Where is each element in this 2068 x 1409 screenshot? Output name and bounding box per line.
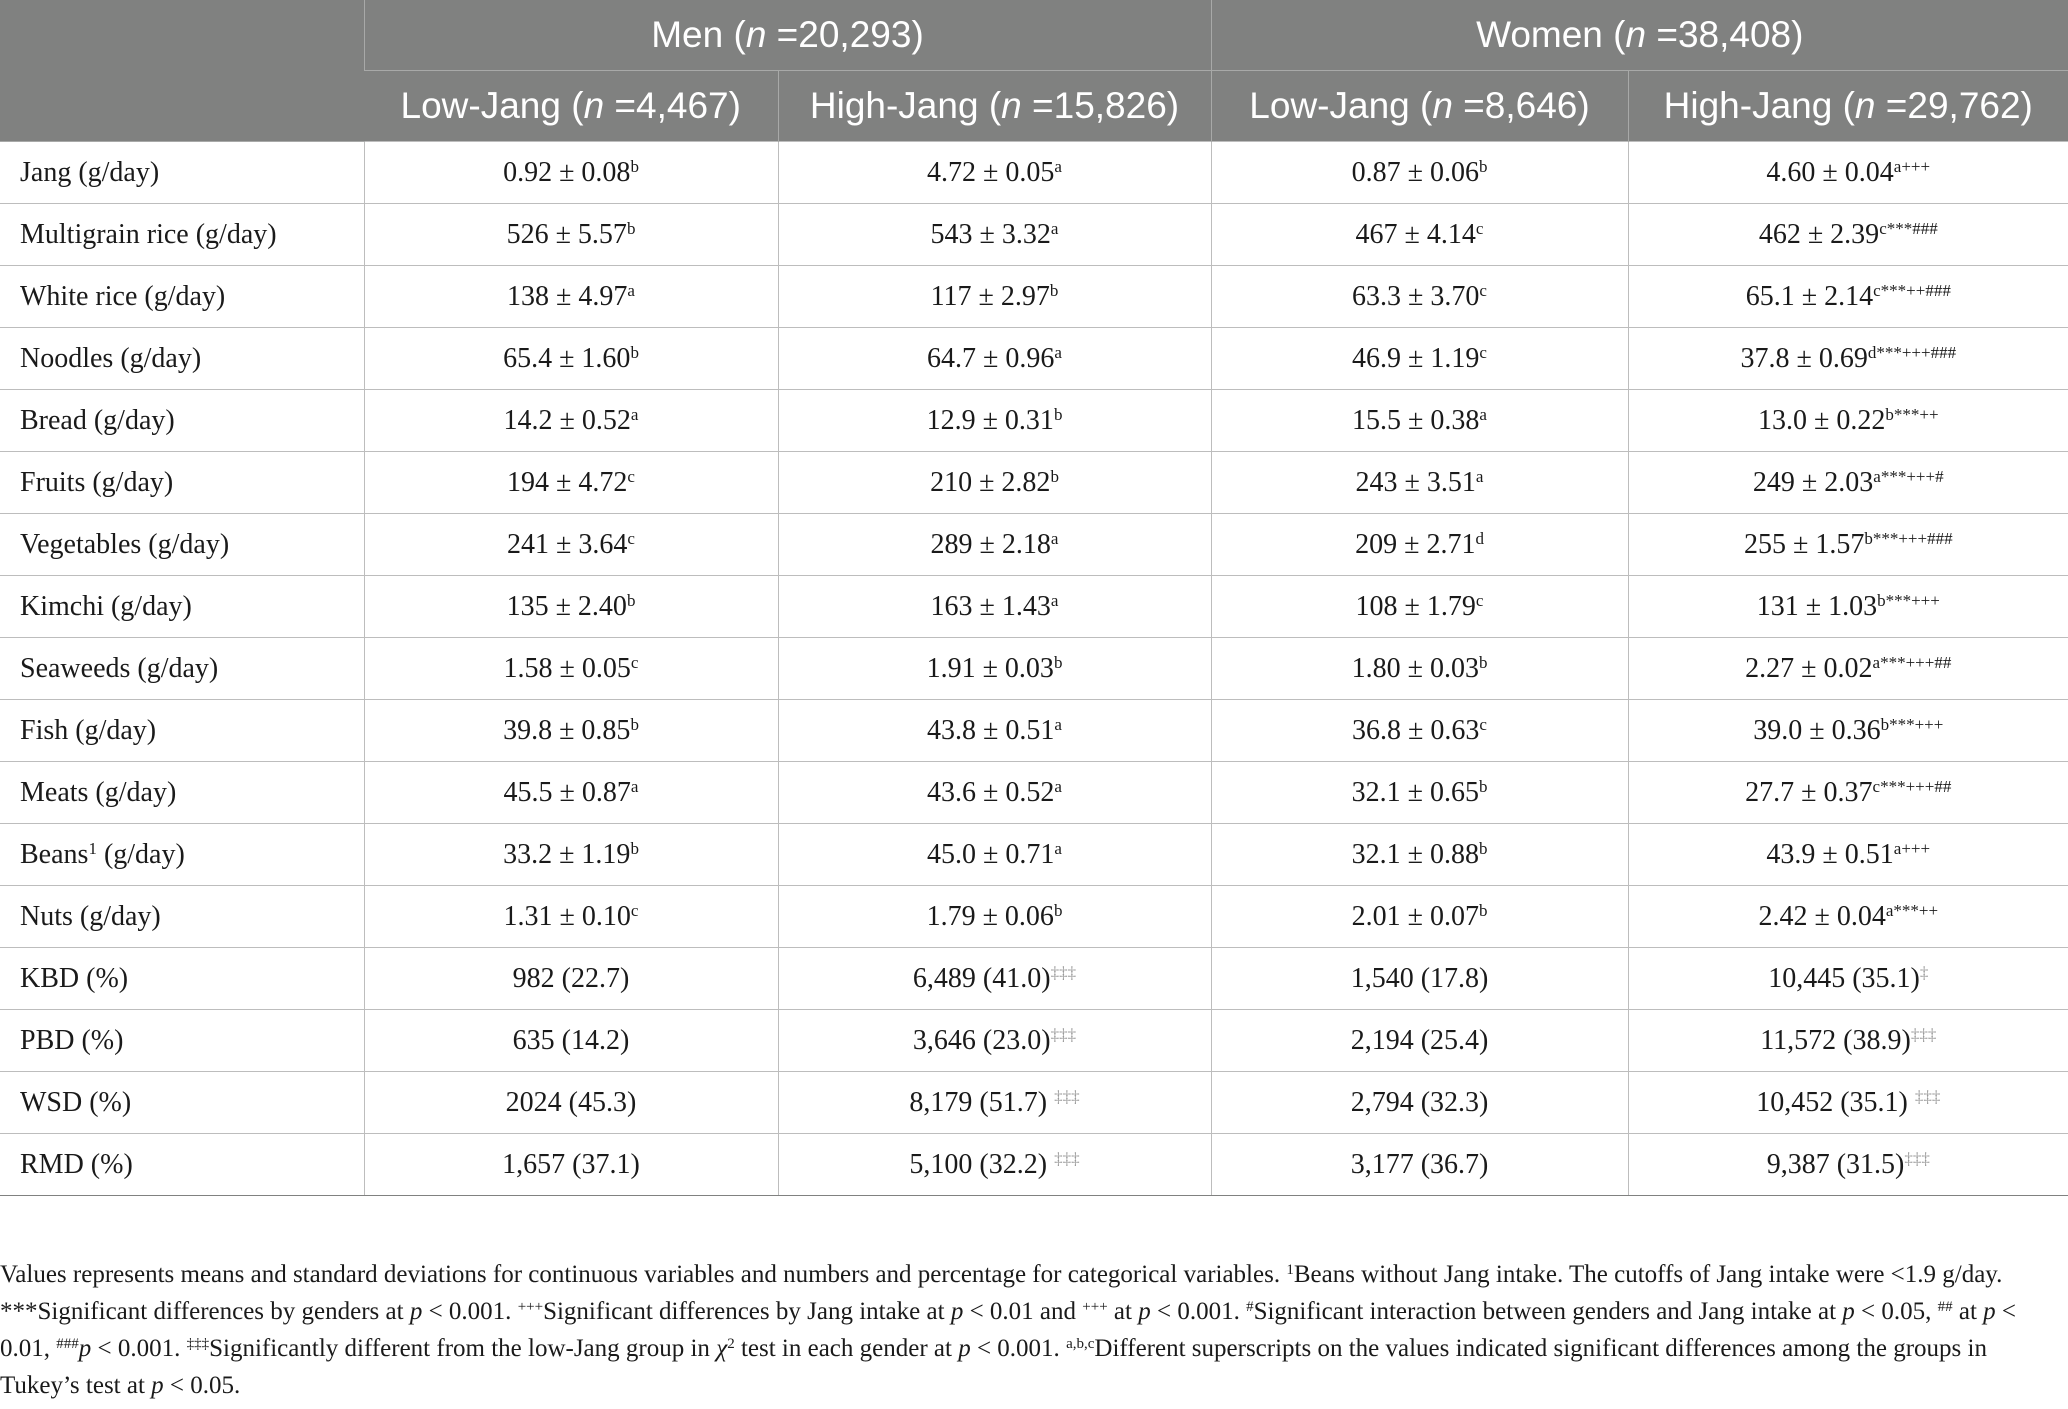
table-row [0, 328, 2068, 390]
table-row [0, 576, 2068, 638]
row-label: Fish (g/day) [0, 700, 364, 762]
value-cell: 635 (14.2) [364, 1010, 778, 1072]
value-cell: 209 ± 2.71$^d$ [1211, 514, 1628, 576]
value-cell: 14.2 ± 0.52$^a$ [364, 390, 778, 452]
value-cell: 163 ± 1.43$^a$ [778, 576, 1211, 638]
row-label: Nuts (g/day) [0, 886, 364, 948]
table-footnote: Values represents means and standard deviations for continuous variables and numbers and percentage for categorical variables. $^1$Beans without Jang intake. The cutoffs of Jang intake were <1.9 g/day. ***Significant differences by genders at p < 0.001. +++Significant differences by Jang intake at p < 0.01 and +++ at p < 0.001. #Significant interaction between genders and Jang intake at p < 0.05, ## at p < 0.01, ###p < 0.001. ‡‡‡Significantly different from the low-Jang group in $\chi^2$ test in each gender at p < 0.001. $^{a,b,c}$Different superscripts on the values indicated significant differences among the groups in Tukey’s test at p < 0.05. [0, 1261, 2017, 1399]
value-cell: $462 \pm 2.39^{c***\#\#\#}$ [1628, 204, 2068, 266]
value-cell: 108 ± 1.79$^c$ [1211, 576, 1628, 638]
row-label: Fruits (g/day) [0, 452, 364, 514]
row-label: Vegetables (g/day) [0, 514, 364, 576]
value-cell: $255 \pm 1.57^{b***+++\#\#\#}$ [1628, 514, 2068, 576]
header-women-low-jang: Low-Jang (n =8,646) [1211, 71, 1628, 142]
value-cell: 138 ± 4.97$^a$ [364, 266, 778, 328]
value-cell: 43.8 ± 0.51$^a$ [778, 700, 1211, 762]
header-women-high-jang: High-Jang (n =29,762) [1628, 71, 2068, 142]
header-women: Women (n =38,408) [1211, 0, 2068, 71]
value-cell: 241 ± 3.64$^c$ [364, 514, 778, 576]
value-cell: 6,489 (41.0)‡‡‡ [778, 948, 1211, 1010]
value-cell: 12.9 ± 0.31$^b$ [778, 390, 1211, 452]
header-men-low-jang: Low-Jang (n =4,467) [364, 71, 778, 142]
value-cell: 1.91 ± 0.03$^b$ [778, 638, 1211, 700]
value-cell: 63.3 ± 3.70$^c$ [1211, 266, 1628, 328]
table-row [0, 886, 2068, 948]
value-cell: 45.5 ± 0.87$^a$ [364, 762, 778, 824]
value-cell: 117 ± 2.97$^b$ [778, 266, 1211, 328]
value-cell: 15.5 ± 0.38$^a$ [1211, 390, 1628, 452]
value-cell: $2.42 \pm 0.04^{a***++}$ [1628, 886, 2068, 948]
corner-cell [0, 0, 364, 142]
value-cell: 210 ± 2.82$^b$ [778, 452, 1211, 514]
row-label: Kimchi (g/day) [0, 576, 364, 638]
value-cell: 4.72 ± 0.05$^a$ [778, 142, 1211, 204]
table-row [0, 824, 2068, 886]
row-label: KBD (%) [0, 948, 364, 1010]
value-cell: 46.9 ± 1.19$^c$ [1211, 328, 1628, 390]
value-cell: 11,572 (38.9)‡‡‡ [1628, 1010, 2068, 1072]
value-cell: 1.58 ± 0.05$^c$ [364, 638, 778, 700]
row-label: PBD (%) [0, 1010, 364, 1072]
table-row [0, 266, 2068, 328]
table-row [0, 948, 2068, 1010]
value-cell: 8,179 (51.7) ‡‡‡ [778, 1072, 1211, 1134]
value-cell: $131 \pm 1.03^{b***+++}$ [1628, 576, 2068, 638]
value-cell: $249 \pm 2.03^{a***+++\#}$ [1628, 452, 2068, 514]
value-cell: 2.01 ± 0.07$^b$ [1211, 886, 1628, 948]
value-cell: 32.1 ± 0.88$^b$ [1211, 824, 1628, 886]
row-label: Bread (g/day) [0, 390, 364, 452]
value-cell: 2,794 (32.3) [1211, 1072, 1628, 1134]
value-cell: 194 ± 4.72$^c$ [364, 452, 778, 514]
value-cell: $2.27 \pm 0.02^{a***+++\#\#}$ [1628, 638, 2068, 700]
table-row [0, 1072, 2068, 1134]
table-row [0, 762, 2068, 824]
row-label: RMD (%) [0, 1134, 364, 1196]
table-row [0, 1134, 2068, 1196]
row-label: White rice (g/day) [0, 266, 364, 328]
value-cell: 289 ± 2.18$^a$ [778, 514, 1211, 576]
value-cell: 543 ± 3.32$^a$ [778, 204, 1211, 266]
value-cell: 1,657 (37.1) [364, 1134, 778, 1196]
value-cell: 39.8 ± 0.85$^b$ [364, 700, 778, 762]
value-cell: 1,540 (17.8) [1211, 948, 1628, 1010]
value-cell: 0.87 ± 0.06$^b$ [1211, 142, 1628, 204]
row-label: Noodles (g/day) [0, 328, 364, 390]
value-cell: 243 ± 3.51$^a$ [1211, 452, 1628, 514]
value-cell: 65.4 ± 1.60$^b$ [364, 328, 778, 390]
value-cell: $37.8 \pm 0.69^{d***+++\#\#\#}$ [1628, 328, 2068, 390]
value-cell: 2,194 (25.4) [1211, 1010, 1628, 1072]
value-cell: 9,387 (31.5)‡‡‡ [1628, 1134, 2068, 1196]
header-men: Men (n =20,293) [364, 0, 1211, 71]
value-cell: $39.0 \pm 0.36^{b***+++}$ [1628, 700, 2068, 762]
value-cell: $27.7 \pm 0.37^{c***+++\#\#}$ [1628, 762, 2068, 824]
table-header [0, 0, 2068, 142]
value-cell: 135 ± 2.40$^b$ [364, 576, 778, 638]
table-row [0, 142, 2068, 204]
value-cell: 2024 (45.3) [364, 1072, 778, 1134]
value-cell: 526 ± 5.57$^b$ [364, 204, 778, 266]
row-label: WSD (%) [0, 1072, 364, 1134]
row-label: Multigrain rice (g/day) [0, 204, 364, 266]
header-men-high-jang: High-Jang (n =15,826) [778, 71, 1211, 142]
value-cell: 43.6 ± 0.52$^a$ [778, 762, 1211, 824]
table-row [0, 204, 2068, 266]
value-cell: $43.9 \pm 0.51^{a+++}$ [1628, 824, 2068, 886]
row-label: Jang (g/day) [0, 142, 364, 204]
value-cell: 0.92 ± 0.08$^b$ [364, 142, 778, 204]
value-cell: 32.1 ± 0.65$^b$ [1211, 762, 1628, 824]
value-cell: 982 (22.7) [364, 948, 778, 1010]
row-label: Seaweeds (g/day) [0, 638, 364, 700]
value-cell: 33.2 ± 1.19$^b$ [364, 824, 778, 886]
value-cell: 467 ± 4.14$^c$ [1211, 204, 1628, 266]
value-cell: 10,452 (35.1) ‡‡‡ [1628, 1072, 2068, 1134]
value-cell: 64.7 ± 0.96$^a$ [778, 328, 1211, 390]
value-cell: 3,177 (36.7) [1211, 1134, 1628, 1196]
table-row [0, 514, 2068, 576]
value-cell: 5,100 (32.2) ‡‡‡ [778, 1134, 1211, 1196]
value-cell: 1.31 ± 0.10$^c$ [364, 886, 778, 948]
value-cell: 36.8 ± 0.63$^c$ [1211, 700, 1628, 762]
table-row [0, 638, 2068, 700]
value-cell: 1.79 ± 0.06$^b$ [778, 886, 1211, 948]
value-cell: $4.60 \pm 0.04^{a+++}$ [1628, 142, 2068, 204]
value-cell: 10,445 (35.1)‡ [1628, 948, 2068, 1010]
row-label: Meats (g/day) [0, 762, 364, 824]
value-cell: 3,646 (23.0)‡‡‡ [778, 1010, 1211, 1072]
row-label: Beans$^1$ (g/day) [0, 824, 364, 886]
value-cell: $65.1 \pm 2.14^{c***++\#\#\#}$ [1628, 266, 2068, 328]
value-cell: $13.0 \pm 0.22^{b***++}$ [1628, 390, 2068, 452]
table-body [0, 142, 2068, 1196]
table-row [0, 452, 2068, 514]
table-row [0, 1010, 2068, 1072]
table-row [0, 390, 2068, 452]
table-row [0, 700, 2068, 762]
value-cell: 1.80 ± 0.03$^b$ [1211, 638, 1628, 700]
value-cell: 45.0 ± 0.71$^a$ [778, 824, 1211, 886]
